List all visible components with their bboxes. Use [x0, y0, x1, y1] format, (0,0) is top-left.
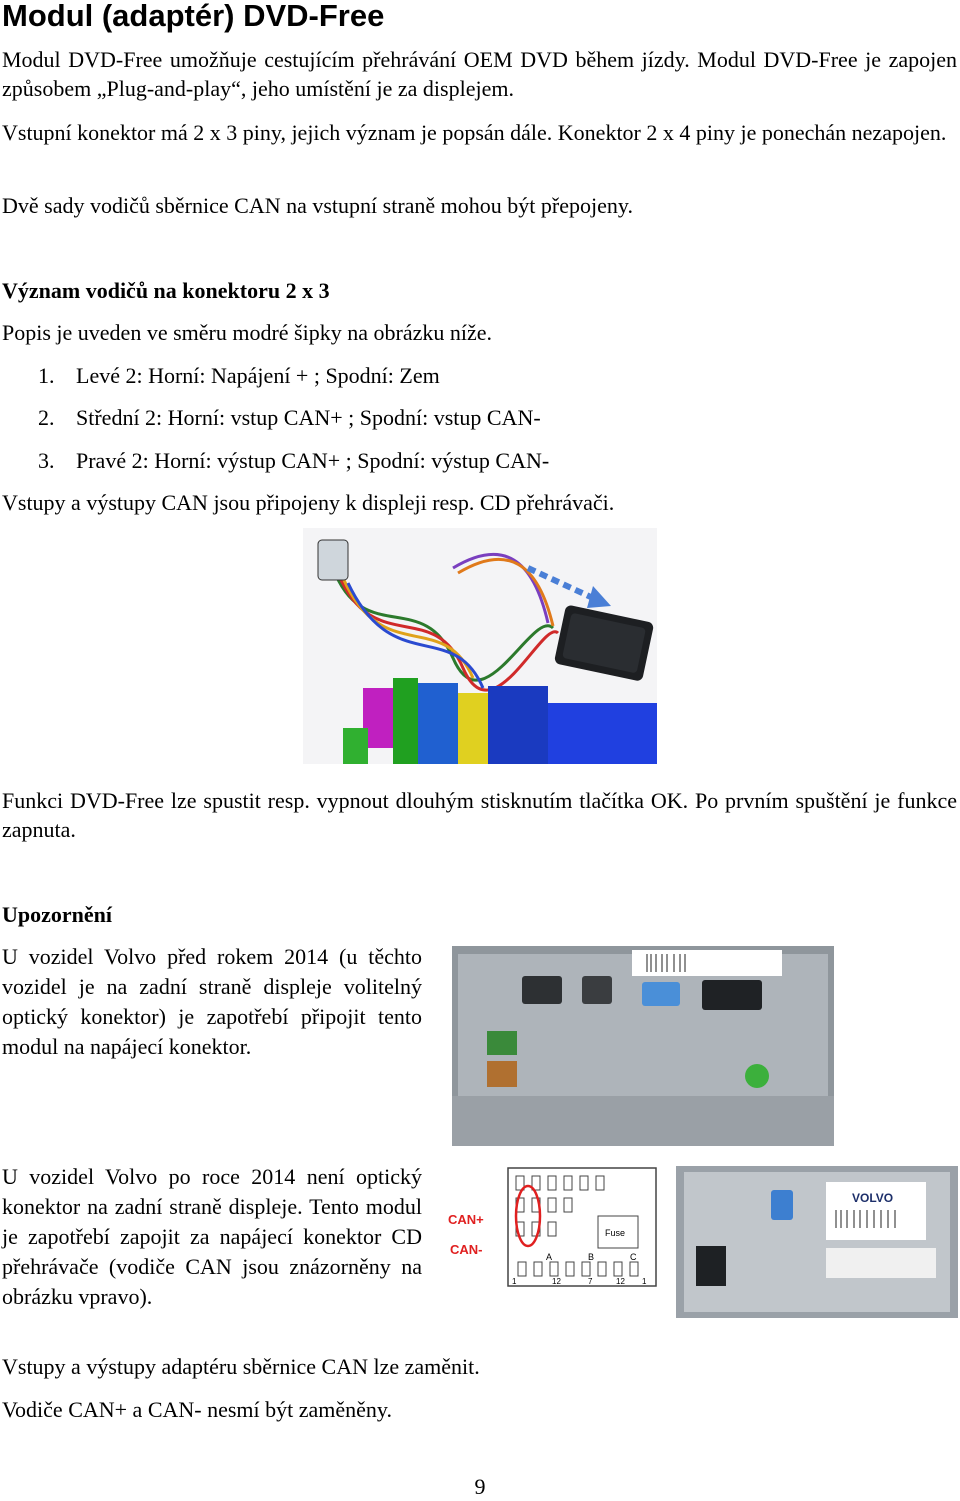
can-minus-label: CAN- [450, 1242, 483, 1257]
list-number: 3. [38, 448, 55, 473]
pin-number-12: 12 [552, 1277, 561, 1286]
page-title: Modul (adaptér) DVD-Free [2, 0, 385, 33]
list-number: 2. [38, 405, 55, 430]
pin-list-item [38, 403, 541, 432]
dvd-function-paragraph: Funkci DVD-Free lze spustit resp. vypnout dlouhým stisknutím tlačítka OK. Po prvním spuštění je funkce zapnuta. [2, 788, 957, 842]
pin-label-a: A [546, 1252, 553, 1262]
volvo-logo-label: VOLVO [852, 1191, 894, 1205]
pin-list-item [38, 446, 549, 475]
can-polarity-note: Vodiče CAN+ a CAN- nesmí být zaměněny. [2, 1397, 392, 1422]
list-number: 1. [38, 363, 55, 388]
intro-paragraph-3: Dvě sady vodičů sběrnice CAN na vstupní straně mohou být přepojeny. [2, 193, 633, 218]
power-connector-diagram [448, 1166, 658, 1288]
volvo-before-2014-paragraph: U vozidel Volvo před rokem 2014 (u těchto vozidel je na zadní straně displeje volitelný optický konektor) je zapotřebí připojit tento modul na napájecí konektor. [2, 944, 422, 1059]
fuse-label: Fuse [605, 1228, 626, 1238]
pin-label-b: B [588, 1252, 595, 1262]
list-text: Střední 2: Horní: vstup CAN+ ; Spodní: vstup CAN- [76, 405, 541, 430]
cd-player-photo [676, 1166, 958, 1318]
module-wiring-photo [303, 528, 657, 764]
pin-label-c: C [630, 1252, 637, 1262]
display-back-photo [452, 946, 834, 1146]
pin-list-item [38, 361, 440, 390]
io-note: Vstupy a výstupy CAN jsou připojeny k displeji resp. CD přehrávači. [2, 490, 615, 515]
intro-paragraph-1: Modul DVD-Free umožňuje cestujícím přehrávání OEM DVD během jízdy. Modul DVD-Free je zapojen způsobem „Plug-and-play“, jeho umístění je za displejem. [2, 47, 957, 101]
page-number: 9 [474, 1474, 486, 1499]
pin-number-1: 1 [512, 1277, 517, 1286]
list-text: Pravé 2: Horní: výstup CAN+ ; Spodní: výstup CAN- [76, 448, 550, 473]
can-swap-note: Vstupy a výstupy adaptéru sběrnice CAN lze zaměnit. [2, 1354, 480, 1379]
can-plus-label: CAN+ [448, 1212, 484, 1227]
intro-paragraph-2: Vstupní konektor má 2 x 3 piny, jejich význam je popsán dále. Konektor 2 x 4 piny je ponechán nezapojen. [2, 120, 947, 145]
pin-number-1b: 1 [642, 1277, 647, 1286]
warning-heading: Upozornění [2, 902, 112, 927]
pin-number-12b: 12 [616, 1277, 625, 1286]
list-text: Levé 2: Horní: Napájení + ; Spodní: Zem [76, 363, 440, 388]
section-description: Popis je uveden ve směru modré šipky na obrázku níže. [2, 320, 492, 345]
pin-number-7: 7 [588, 1277, 593, 1286]
volvo-after-2014-paragraph: U vozidel Volvo po roce 2014 není optický konektor na zadní straně displeje. Tento modul je zapotřebí zapojit za napájecí konektor CD přehrávače (vodiče CAN jsou znázorněny na obrázku vpravo). [2, 1164, 422, 1309]
section-heading-connector: Význam vodičů na konektoru 2 x 3 [2, 278, 330, 303]
